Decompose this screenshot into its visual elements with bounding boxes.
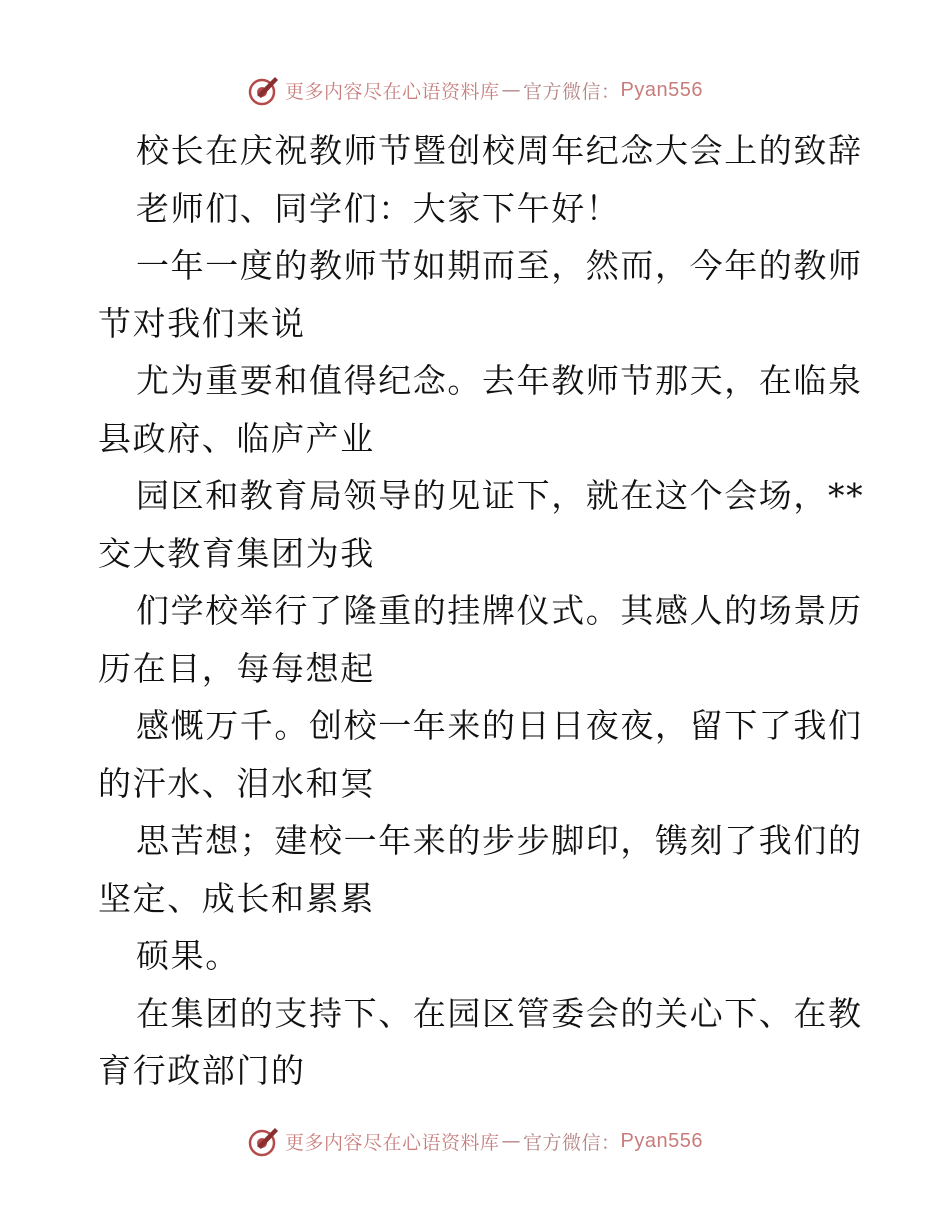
- paragraph-line: 硕果。: [136, 936, 240, 975]
- banner-separator: —: [501, 1130, 522, 1152]
- banner-text: 更多内容尽在心语资料库: [285, 1131, 500, 1154]
- banner-separator: —: [501, 79, 522, 101]
- paragraph-line: 节对我们来说: [98, 303, 306, 343]
- banner-wechat-label: 官方微信：: [523, 80, 621, 103]
- paragraph-line: 感慨万千。创校一年来的日日夜夜，留下了我们: [136, 706, 863, 745]
- paragraph-line: 园区和教育局领导的见证下，就在这个会场，**: [136, 476, 865, 515]
- banner-wechat-id: Pyan556: [620, 1129, 703, 1152]
- header-banner: [0, 70, 950, 110]
- document-title: 校长在庆祝教师节暨创校周年纪念大会上的致辞: [136, 131, 863, 170]
- paragraph-line: 坚定、成长和累累: [98, 878, 375, 918]
- banner-text: 更多内容尽在心语资料库: [285, 80, 500, 103]
- paragraph-line: 交大教育集团为我: [98, 533, 375, 573]
- banner-wechat-label: 官方微信：: [523, 1131, 621, 1154]
- paragraph-line: 的汗水、泪水和冥: [98, 763, 375, 803]
- paragraph-line: 一年一度的教师节如期而至，然而，今年的教师: [136, 246, 863, 285]
- footer-banner: [0, 1121, 950, 1161]
- paragraph-line: 思苦想；建校一年来的步步脚印，镌刻了我们的: [136, 821, 863, 860]
- quill-pen-icon: [247, 1124, 281, 1158]
- quill-pen-icon: [247, 73, 281, 107]
- paragraph-line: 尤为重要和值得纪念。去年教师节那天，在临泉: [136, 361, 863, 400]
- paragraph-line: 历在目，每每想起: [98, 648, 375, 688]
- banner-wechat-id: Pyan556: [620, 78, 703, 101]
- document-body: [98, 122, 865, 1100]
- paragraph-line: 在集团的支持下、在园区管委会的关心下、在教: [136, 993, 863, 1033]
- paragraph-line: 县政府、临庐产业: [98, 418, 375, 458]
- greeting-line: 老师们、同学们：大家下午好！: [136, 188, 621, 228]
- paragraph-line: 们学校举行了隆重的挂牌仪式。其感人的场景历: [136, 591, 863, 630]
- paragraph-line: 育行政部门的: [98, 1051, 306, 1090]
